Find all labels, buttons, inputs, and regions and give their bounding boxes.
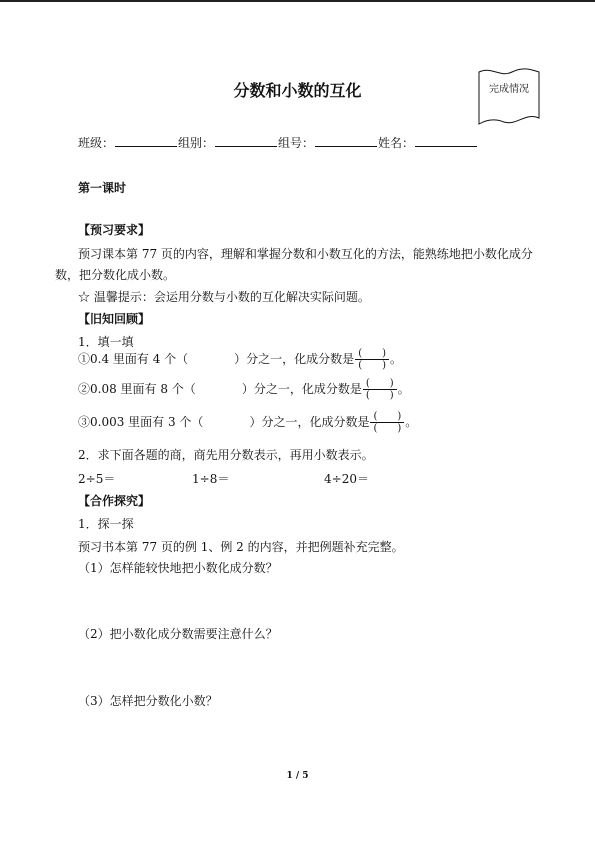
calc-item-3: 4÷20＝ xyxy=(324,472,369,486)
name-label: 姓名： xyxy=(378,136,415,150)
group-label: 组别： xyxy=(178,136,215,150)
class-field[interactable] xyxy=(115,135,177,147)
number-label: 组号： xyxy=(278,136,315,150)
preview-tip: ☆ 温馨提示：会运用分数与小数的互化解决实际问题。 xyxy=(78,290,370,304)
preview-text-line1: 预习课本第 77 页的内容，理解和掌握分数和小数互化的方法，能熟练地把小数化成分 xyxy=(78,247,533,261)
fraction-blank[interactable]: $\frac{( )}{( )}$ xyxy=(363,378,397,401)
fraction-blank[interactable]: $\frac{( )}{( )}$ xyxy=(355,348,389,371)
explore-sub-question-2: （2）把小数化成分数需要注意什么？ xyxy=(78,627,278,641)
explore-intro: 预习书本第 77 页的例 1、例 2 的内容，并把例题补充完整。 xyxy=(78,540,404,554)
preview-heading: 【预习要求】 xyxy=(78,223,151,237)
calc-item-1: 2÷5＝ xyxy=(78,472,116,486)
group-field[interactable] xyxy=(215,135,277,147)
page-title: 分数和小数的互化 xyxy=(233,81,362,100)
lesson-heading: 第一课时 xyxy=(78,181,127,195)
fraction-blank[interactable]: $\frac{( )}{( )}$ xyxy=(370,411,404,434)
review-item-3: ③0.003 里面有 3 个（ ）分之一，化成分数是 $\frac{( )}{( )}$ 。 xyxy=(78,411,418,434)
student-info-row xyxy=(78,134,478,151)
review-item-1: ①0.4 里面有 4 个（ ）分之一，化成分数是 $\frac{( )}{( )}$ 。 xyxy=(78,348,403,371)
review-heading: 【旧知回顾】 xyxy=(78,312,151,326)
explore-sub-question-1: （1）怎样能较快地把小数化成分数？ xyxy=(78,561,278,575)
completion-status-badge xyxy=(476,66,542,128)
page-number: 1 / 5 xyxy=(286,771,309,781)
review-item-2: ②0.08 里面有 8 个（ ）分之一，化成分数是 $\frac{( )}{( )}$ 。 xyxy=(78,378,410,401)
explore-question-1: 1．探一探 xyxy=(78,517,134,531)
review-question-1: 1．填一填 xyxy=(78,335,134,349)
review-question-2: 2．求下面各题的商，商先用分数表示，再用小数表示。 xyxy=(78,448,374,462)
name-field[interactable] xyxy=(415,135,477,147)
explore-sub-question-3: （3）怎样把分数化小数？ xyxy=(78,694,218,708)
top-border-line xyxy=(0,0,595,2)
completion-status-label: 完成情况 xyxy=(489,84,529,95)
calc-item-2: 1÷8＝ xyxy=(192,472,230,486)
number-field[interactable] xyxy=(315,135,377,147)
class-label: 班级： xyxy=(78,136,115,150)
explore-heading: 【合作探究】 xyxy=(78,494,151,508)
scroll-frame-icon xyxy=(476,66,542,128)
preview-text-line2: 数，把分数化成小数。 xyxy=(55,268,176,282)
